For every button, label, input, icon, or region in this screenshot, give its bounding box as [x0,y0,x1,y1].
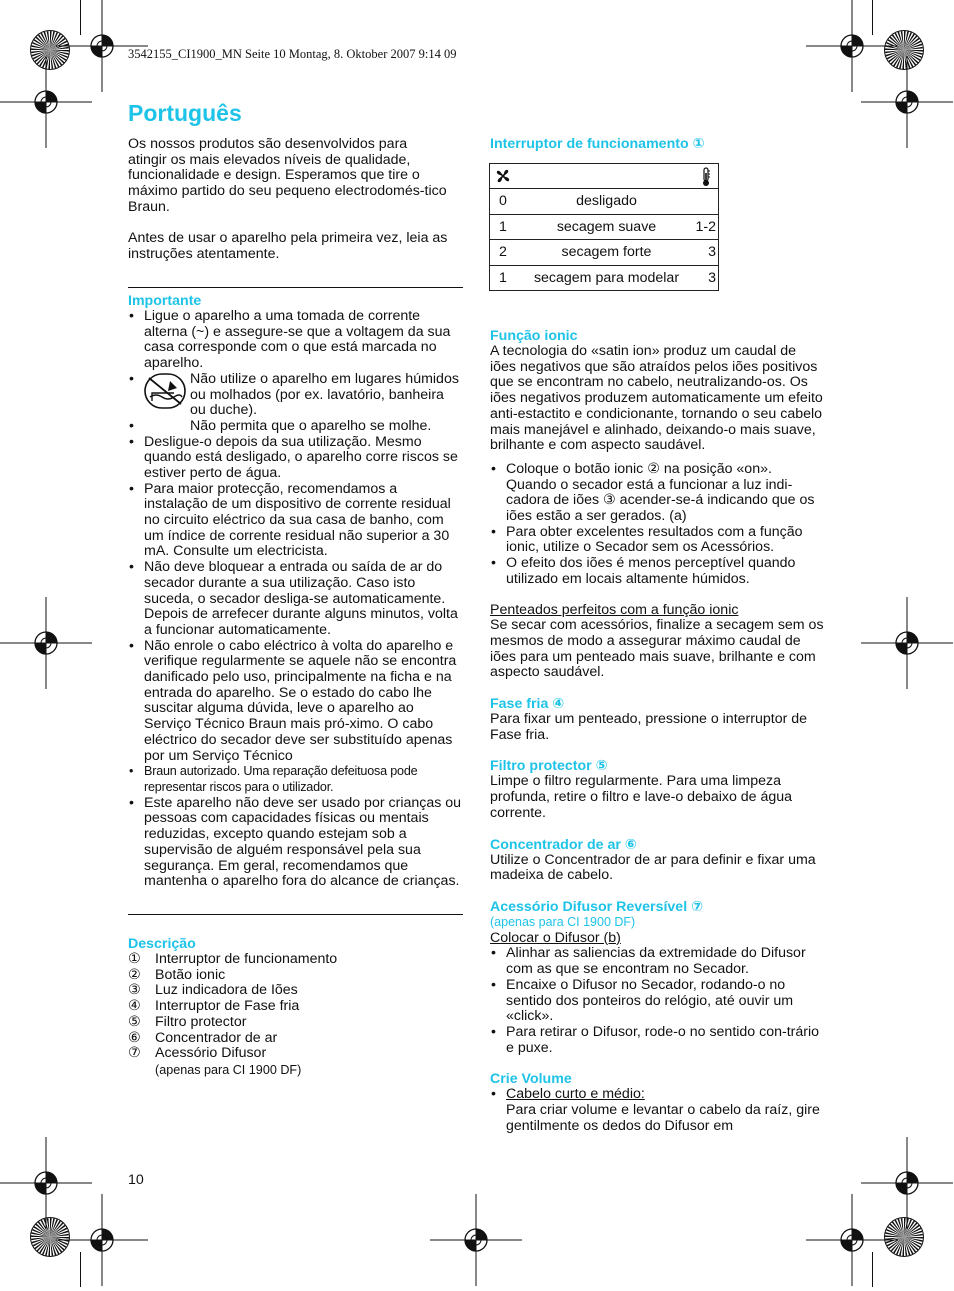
item-label: Acessório Difusor [155,1045,267,1062]
perfect-text: Se secar com acessórios, finalize a secagem sem os mesmos de modo a assegurar máximo caudal de iões para um penteado mais suave, brilhante e com aspecto saudável. [490,617,824,681]
description-item [128,999,463,1015]
cold-text: Para fixar um penteado, pressione o interruptor de Fase fria. [490,711,808,743]
water-warning-text: • Não utilize o aparelho em lugares húmidos ou molhados (por ex. lavatório, banheira ou duche). [190,370,459,419]
divider-1 [128,287,463,288]
diffuser-list [490,946,825,1056]
switch-label: secagem para modelar [523,265,690,291]
list-item [490,1087,825,1134]
volume-heading: Crie Volume [490,1071,572,1088]
item-number: ④ [128,998,141,1015]
switch-temp [690,189,719,215]
item-number: ① [128,951,141,967]
important-section [128,293,463,890]
switch-table [489,163,719,291]
divider-2 [128,914,463,915]
page-title: Português [128,100,242,126]
list-item: • O efeito dos iões é menos perceptível quando utilizado em locais altamente húmidos. [490,556,825,587]
description-item [128,1031,463,1047]
cold-heading: Fase fria ④ [490,696,565,713]
list-item: • Para obter excelentes resultados com a função ionic, utilize o Secador sem os Acessórios. [490,525,825,556]
item-label: Botão ionic [155,966,226,983]
ionic-section [490,328,825,1134]
registration-mark-icon [861,597,953,694]
color-rosette-icon [884,1217,924,1262]
item-label: Interruptor de funcionamento [155,951,338,967]
right-column [490,136,825,152]
diffuser-heading: Acessório Difusor Reversível ⑦ [490,898,704,915]
switch-heading: Interruptor de funcionamento ① [490,136,705,152]
filter-text: Limpe o filtro regularmente. Para uma limpeza profunda, retire o filtro e lave-o debaixo de água corrente. [490,773,793,821]
list-item: • Encaixe o Difusor no Secador, rodando-o no sentido dos ponteiros do relógio, até ouvir um «click». [490,978,825,1025]
list-item: • Ligue o aparelho a uma tomada de corrente alterna (~) e assegure-se que a voltagem da sua casa corresponde com o que está marcada no aparelho. [128,309,463,372]
intro-paragraph-1: Os nossos produtos são desenvolvidos para atingir os mais elevados níveis de qualidade, funcionalidade e design. Esperamos que tire o máximo partido do seu pequeno electrodomés-tico Braun. [128,136,447,215]
fan-icon [494,167,512,189]
volume-list [490,1087,825,1134]
description-item [128,1046,463,1062]
concentrator-text: Utilize o Concentrador de ar para definir e fixar uma madeixa de cabelo. [490,851,816,884]
switch-temp: 1-2 [690,214,719,240]
item-number: ⑤ [128,1013,141,1030]
registration-mark-icon [0,597,92,694]
filter-heading: Filtro protector ⑤ [490,758,608,775]
item-label: Filtro protector [155,1013,247,1030]
list-item: • Não enrole o cabo eléctrico à volta do aparelho e verifique regularmente se aquele não se encontra danificado pelo uso, principalmente na ficha e na entrada do aparelho. Se o estado do cabo lhe suscitar alguma dúvida, leve o aparelho ao Serviço Técnico Braun mais pró-ximo. O cabo eléctrico do secador deve ser substituído apenas por um Serviço Técnico [128,639,463,765]
list-item: • Para retirar o Difusor, rode-o no sentido con-trário e puxe. [490,1025,825,1056]
item-number: ② [128,966,141,983]
item-number: ⑦ [128,1045,141,1062]
list-item: • Desligue-o depois da sua utilização. Mesmo quando está desligado, o aparelho corre riscos se estiver perto de água. [128,435,463,482]
switch-label: secagem suave [523,214,690,240]
water-warning-text-2: Não permita que o aparelho se molhe. [190,417,432,434]
switch-pos: 1 [490,214,524,240]
description-item [128,1015,463,1031]
color-rosette-icon [30,1217,70,1262]
switch-row [490,240,719,266]
switch-temp: 3 [690,265,719,291]
switch-row [490,189,719,215]
perfect-heading: Penteados perfeitos com a função ionic [490,601,739,618]
switch-label: secagem forte [523,240,690,266]
item-number: ⑥ [128,1029,141,1046]
diffuser-note: (apenas para CI 1900 DF) [490,914,636,929]
description-item [128,968,463,984]
volume-item-title: Cabelo curto e médio: [506,1086,645,1103]
description-item [128,952,463,968]
important-heading: Importante [128,293,202,309]
ionic-text: A tecnologia do «satin ion» produz um caudal de iões negativos que são atraídos pelos iões positivos que se encontram no cabelo, neutralizando-os. Os iões negativos produzem automaticamente um efeito anti-estactito e condicionante, tornando o seu cabelo mais manejável e alinhado, deixando-o mais suave, brilhante e com aspecto saudável. [490,343,823,454]
list-item: • Para maior protecção, recomendamos a instalação de um dispositivo de corrente residual no circuito eléctrico da sua casa de banho, com um índice de corrente residual não superior a 30 mA. Consulte um electricista. [128,482,463,561]
list-item-nobullet [128,419,463,435]
list-item-continuation [128,764,463,795]
thermometer-icon [700,167,712,191]
ionic-heading: Função ionic [490,328,578,344]
volume-item-text: Para criar volume e levantar o cabelo da raíz, gire gentilmente os dedos do Difusor em [506,1102,820,1134]
item-label: Concentrador de ar [155,1029,278,1046]
switch-row [490,265,719,291]
description-list [128,952,463,1062]
description-section [128,936,463,1079]
list-item-water [128,372,463,419]
description-item [128,983,463,999]
switch-pos: 2 [490,240,524,266]
list-item: • Não deve bloquear a entrada ou saída de ar do secador durante a sua utilização. Caso isto suceda, o secador desliga-se automaticamente. Depois de arrefecer durante alguns minutos, volta a funcionar automaticamente. [128,560,463,639]
important-list [128,309,463,890]
list-item: • Coloque o botão ionic ② na posição «on». Quando o secador está a funcionar a luz indi-cadora de iões ③ acender-se-á indicando que os iões estão a ser gerados. (a) [490,462,825,525]
switch-pos: 1 [490,265,524,291]
color-rosette-icon [30,30,70,75]
description-heading: Descrição [128,936,196,952]
switch-row [490,214,719,240]
switch-label: desligado [523,189,690,215]
slug-line: 3542155_CI1900_MN Seite 10 Montag, 8. Oktober 2007 9:14 09 [128,47,457,61]
ionic-list [490,462,825,588]
switch-table-header [490,164,719,189]
continuation-text: Braun autorizado. Uma reparação defeituosa pode representar riscos para o utilizador. [144,764,418,794]
list-item: • Este aparelho não deve ser usado por crianças ou pessoas com capacidades físicas ou mentais reduzidas, excepto quando estejam sob a supervisão de alguém responsável pela sua segurança. Em geral, recomendamos que mantenha o aparelho fora do alcance de crianças. [128,796,463,890]
color-rosette-icon [884,30,924,75]
switch-temp: 3 [690,240,719,266]
item-label: Luz indicadora de Iões [155,982,298,999]
diffuser-subheading: Colocar o Difusor (b) [490,929,621,946]
page-number: 10 [128,1172,144,1188]
left-column [128,137,463,263]
item-number: ③ [128,982,141,999]
list-item: • Alinhar as saliencias da extremidade do Difusor com as que se encontram no Secador. [490,946,825,977]
intro-paragraph-2: Antes de usar o aparelho pela primeira vez, leia as instruções atentamente. [128,230,448,262]
item-label: Interruptor de Fase fria [155,998,300,1015]
description-note: (apenas para CI 1900 DF) [155,1062,302,1077]
no-water-warning-icon [144,373,186,414]
registration-mark-icon [430,1194,522,1291]
concentrator-heading: Concentrador de ar ⑥ [490,836,637,853]
switch-pos: 0 [490,189,524,215]
